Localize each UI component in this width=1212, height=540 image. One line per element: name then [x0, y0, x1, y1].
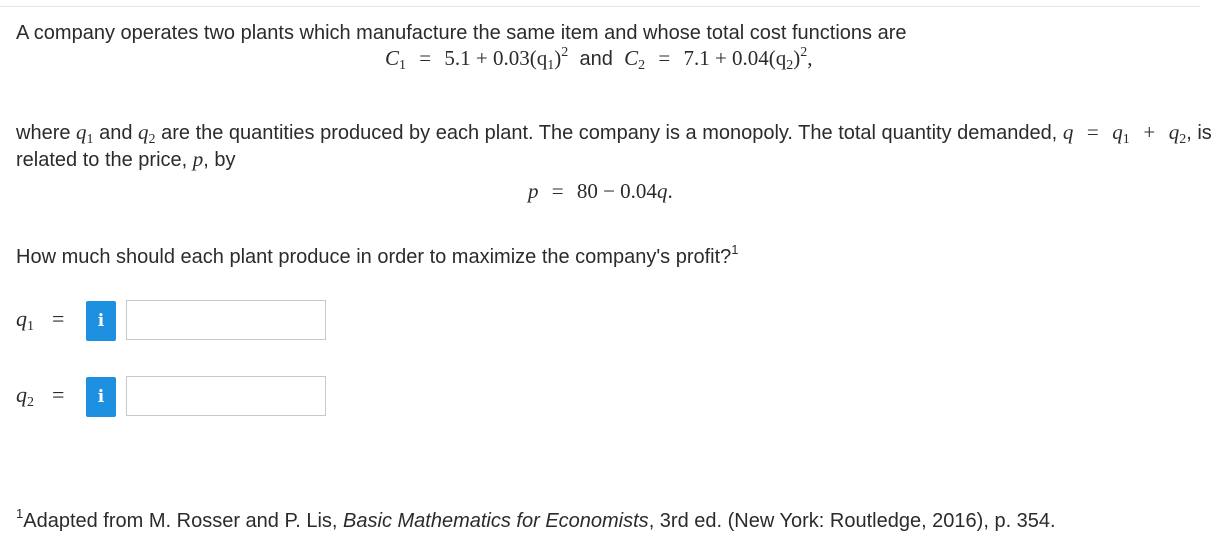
c2-symbol: C — [624, 46, 639, 70]
footnote-marker: 1 — [731, 242, 739, 257]
info-icon[interactable]: i — [86, 377, 116, 417]
c2-subscript: 2 — [638, 58, 646, 73]
footnote-number: 1 — [16, 506, 24, 521]
intro-text: A company operates two plants which manufacture the same item and whose total cost functions are — [16, 22, 907, 44]
question-text: How much should each plant produce in order to maximize the company's profit?$^1$ — [16, 242, 739, 268]
c1-rhs: 5.1 + 0.03(q — [444, 46, 548, 70]
c1-symbol: C — [385, 46, 400, 70]
q2-input[interactable] — [126, 376, 326, 416]
problem-definition: where $q_1$ and $q_2$ are the quantities produced by each plant. The company is a monopoly. The total quantity demanded, $q = q_1 + q_2$, is — [16, 120, 1212, 147]
price-equation: p = 80 − 0.04q. — [528, 179, 673, 203]
answer-row-q2 — [16, 376, 336, 416]
q2-label: q2 = — [16, 382, 65, 410]
problem-intro — [16, 22, 906, 44]
and-text: and — [579, 48, 613, 70]
top-divider — [0, 6, 1200, 7]
answer-row-q1 — [16, 300, 336, 340]
c2-rhs: 7.1 + 0.04(q — [683, 46, 787, 70]
q1-input[interactable] — [126, 300, 326, 340]
c2-exponent: 2 — [800, 45, 808, 60]
problem-price-relation: related to the price, p, by — [16, 147, 236, 171]
q1-label: q1 = — [16, 306, 65, 334]
c1-exponent: 2 — [561, 45, 569, 60]
c1-subscript: 1 — [399, 58, 407, 73]
cost-equation: $C1 = 5.1 + 0.03(q1)^2$ and $C2 = 7.1 + 0.04(q2)^2$, — [385, 45, 813, 73]
info-icon[interactable]: i — [86, 301, 116, 341]
book-title: Basic Mathematics for Economists — [343, 510, 649, 532]
footnote: $^1$Adapted from M. Rosser and P. Lis, Basic Mathematics for Economists, 3rd ed. (New York: Routledge, 2016), p. 354. — [16, 506, 1056, 532]
